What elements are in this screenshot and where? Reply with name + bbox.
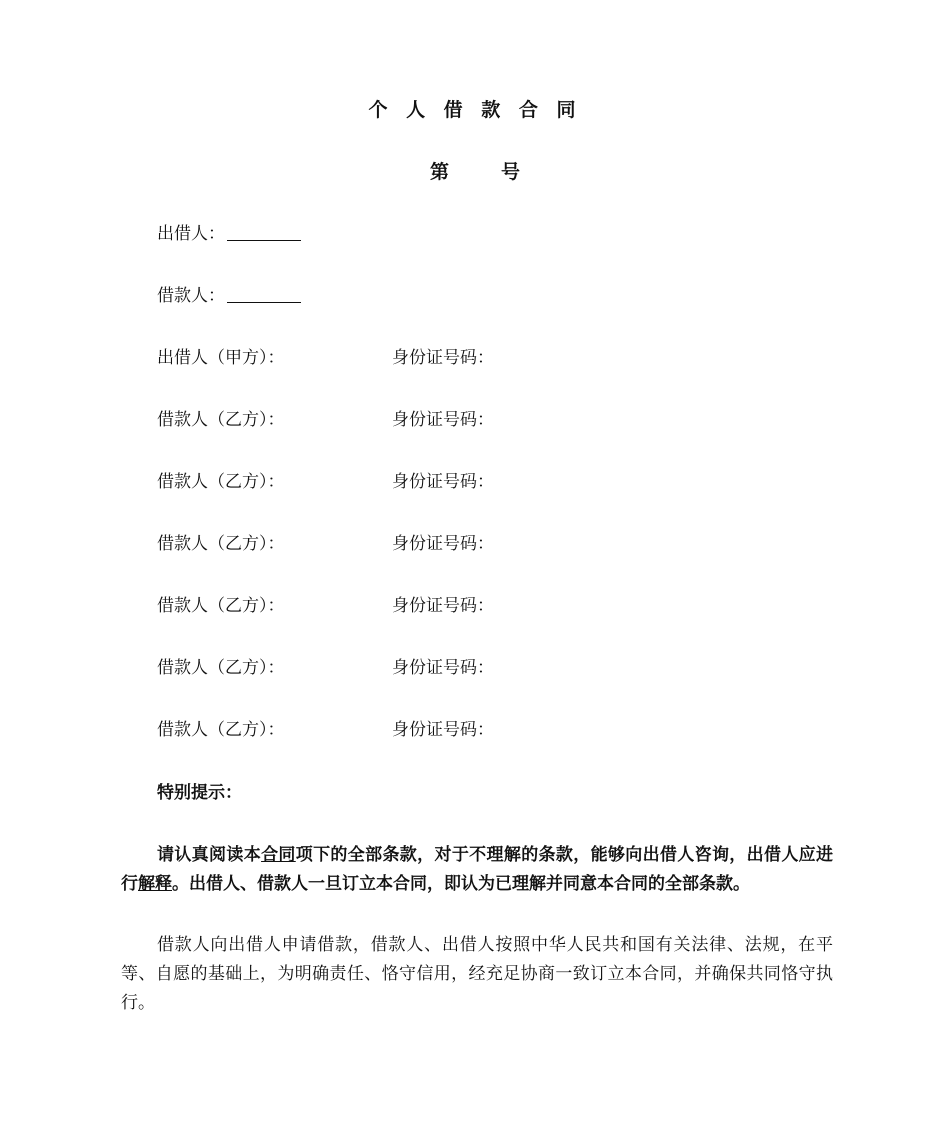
contract-title: 个 人 借 款 合 同 [368, 99, 582, 121]
notice-underlined-1: 合同 [261, 845, 296, 865]
lender-line [157, 221, 301, 247]
intro-paragraph: 借款人向出借人申请借款，借款人、出借人按照中华人民共和国有关法律、法规，在平等、自愿的基础上，为明确责任、恪守信用，经充足协商一致订立本合同，并确保共同恪守执行。 [121, 935, 833, 1013]
party-role: 借款人（乙方）： [157, 720, 285, 740]
party-id-label: 身份证号码： [392, 348, 494, 368]
party-role: 借款人（乙方）： [157, 472, 285, 492]
party-role: 借款人（乙方）： [157, 534, 285, 554]
number-prefix: 第 [429, 161, 449, 183]
special-notice-heading: 特别提示： [157, 783, 242, 803]
party-id-label: 身份证号码： [392, 534, 494, 554]
party-id-label: 身份证号码： [392, 658, 494, 678]
notice-text-3: 。出借人、借款人一旦订立本合同，即认为已理解并同意本合同的全部条款。 [172, 874, 750, 894]
party-id-label: 身份证号码： [392, 472, 494, 492]
contract-number-line [0, 158, 950, 186]
lender-blank [227, 222, 301, 241]
special-notice-paragraph [121, 841, 833, 899]
notice-underlined-2: 解释 [138, 874, 172, 894]
borrower-label: 借款人： [157, 286, 225, 306]
lender-label: 出借人： [157, 224, 225, 244]
party-role: 借款人（乙方）： [157, 658, 285, 678]
party-id-label: 身份证号码： [392, 410, 494, 430]
notice-text-2: 项下的全部条款，对于不理解的条款，能够向出借人咨询，出借人应进行 [121, 845, 834, 894]
number-suffix: 号 [501, 161, 521, 183]
party-id-label: 身份证号码： [392, 596, 494, 616]
notice-text-1: 请认真阅读本 [157, 845, 262, 865]
party-id-label: 身份证号码： [392, 720, 494, 740]
party-role: 借款人（乙方）： [157, 596, 285, 616]
party-role: 出借人（甲方）： [157, 348, 285, 368]
party-role: 借款人（乙方）： [157, 410, 285, 430]
borrower-line [157, 283, 301, 309]
borrower-blank [227, 284, 301, 303]
